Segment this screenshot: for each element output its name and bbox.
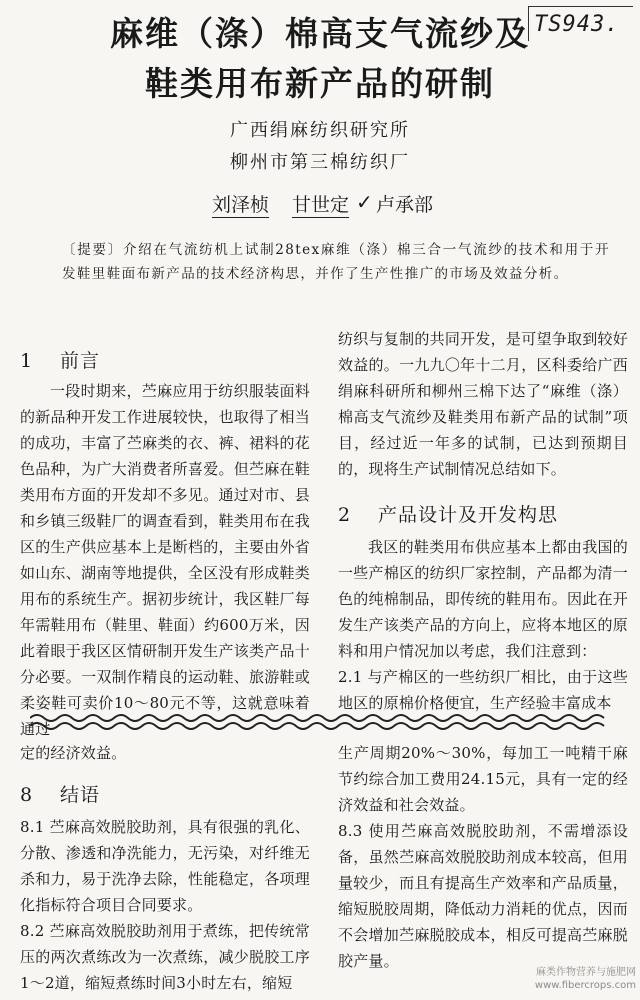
check-mark-icon: ✓ [356, 190, 373, 214]
lower-right-body: 生产周期20%～30%，每加工一吨精干麻节约综合加工费用24.15元，具有一定的经济效益和社会效益。 8.3 使用苎麻高效脱胶助剂，不需增添设备，虽然苎麻高效脱胶助剂成本较高，但用量较少，而且有提高生产效率和产品质量，缩短脱胶周期，降低动力消耗的优点，因而不会增加苎麻脱胶成本，相反可提高苎麻脱胶产量。 [338, 740, 628, 974]
institution-1: 广西绢麻纺织研究所 [230, 120, 410, 141]
title-line-2: 鞋类用布新产品的研制 [145, 64, 495, 103]
section-2-body: 我区的鞋类用布供应基本上都由我国的一些产棉区的纺织厂家控制，产品都为清一色的纯棉制品，即传统的鞋用布。因此在开发生产该类产品的方向上，应将本地区的原料和用户情况加以考虑，我们注意到： 2.1 与产棉区的一些纺织厂相比，由于这些地区的原棉价格便宜，生产经验丰富成本 [338, 534, 628, 716]
section-8-body [20, 814, 310, 996]
title-line-1: 麻维（涤）棉高支气流纱及 [110, 14, 530, 53]
section-1-heading: 1 前言 [20, 350, 101, 372]
lower-left-lead: 定的经济效益。 [20, 744, 127, 762]
author-list [200, 186, 460, 220]
item-8-3: 8.3 使用苎麻高效脱胶助剂，不需增添设备，虽然苎麻高效脱胶助剂成本较高，但用量较少，而且有提高生产效率和产品质量，缩短脱胶周期，降低动力消耗的优点，因而不会增加苎麻脱胶成本，相反可提高苎麻脱胶产量。 [338, 822, 628, 970]
intro-continuation: 纺织与复制的共同开发，是可望争取到较好效益的。一九九〇年十二月，区科委给广西绢麻科研所和柳州三棉下达了“麻维（涤）棉高支气流纱及鞋类用布新产品的试制”项目，经过近一年多的试制，已达到预期目的，现将生产试制情况总结如下。 [338, 330, 628, 478]
section-8-heading: 8 结语 [20, 784, 101, 806]
omission-wave-divider [30, 712, 610, 732]
institution-2: 柳州市第三棉纺织厂 [230, 152, 410, 173]
section-1-body: 一段时期来，苎麻应用于纺织服装面料的新品种开发工作进展较快，也取得了相当的成功，丰富了苎麻类的衣、裤、裙料的花色品种，为广大消费者所喜爱。但苎麻在鞋类用布方面的开发却不多见。通过对市、县和乡镇三级鞋厂的调查看到，鞋类用布在我区的生产供应基本上是断档的，主要由外省如山东、湖南等地提供，全区没有形成鞋类用布的系统生产。据初步统计，我区鞋厂每年需鞋用布（鞋里、鞋面）约600万米，因此着眼于我区区情研制开发生产该类产品十分必要。一双制作精良的运动鞋、旅游鞋或柔姿鞋可卖价10～80元不等，这就意味着通过 [20, 382, 310, 738]
watermark: 麻类作物营养与施肥网 www.fibercrops.com [512, 966, 636, 992]
item-8-2: 8.2 苎麻高效脱胶助剂用于煮练，把传统常压的两次煮练改为一次煮练，减少脱胶工序1～2道，缩短煮练时间3小时左右，缩短 [20, 922, 310, 992]
author-2: 甘世定 [292, 190, 349, 218]
abstract: 〔提要〕介绍在气流纺机上试制28tex麻维（涤）棉三合一气流纱的技术和用于开发鞋里鞋面布新产品的技术经济构思，并作了生产性推广的市场及效益分析。 [62, 242, 610, 282]
item-2-1: 2.1 与产棉区的一些纺织厂相比，由于这些地区的原棉价格便宜，生产经验丰富成本 [338, 668, 628, 712]
item-8-1: 8.1 苎麻高效脱胶助剂，具有很强的乳化、分散、渗透和净洗能力，无污染，对纤维无杀和力，易于洗净去除，性能稳定，各项理化指标符合项目合同要求。 [20, 818, 310, 914]
section-2-heading: 2 产品设计及开发构思 [338, 504, 559, 526]
author-1: 刘泽桢 [212, 190, 269, 218]
handwritten-catalog-note: TS943. [528, 4, 634, 44]
author-3: 卢承部 [376, 194, 434, 216]
